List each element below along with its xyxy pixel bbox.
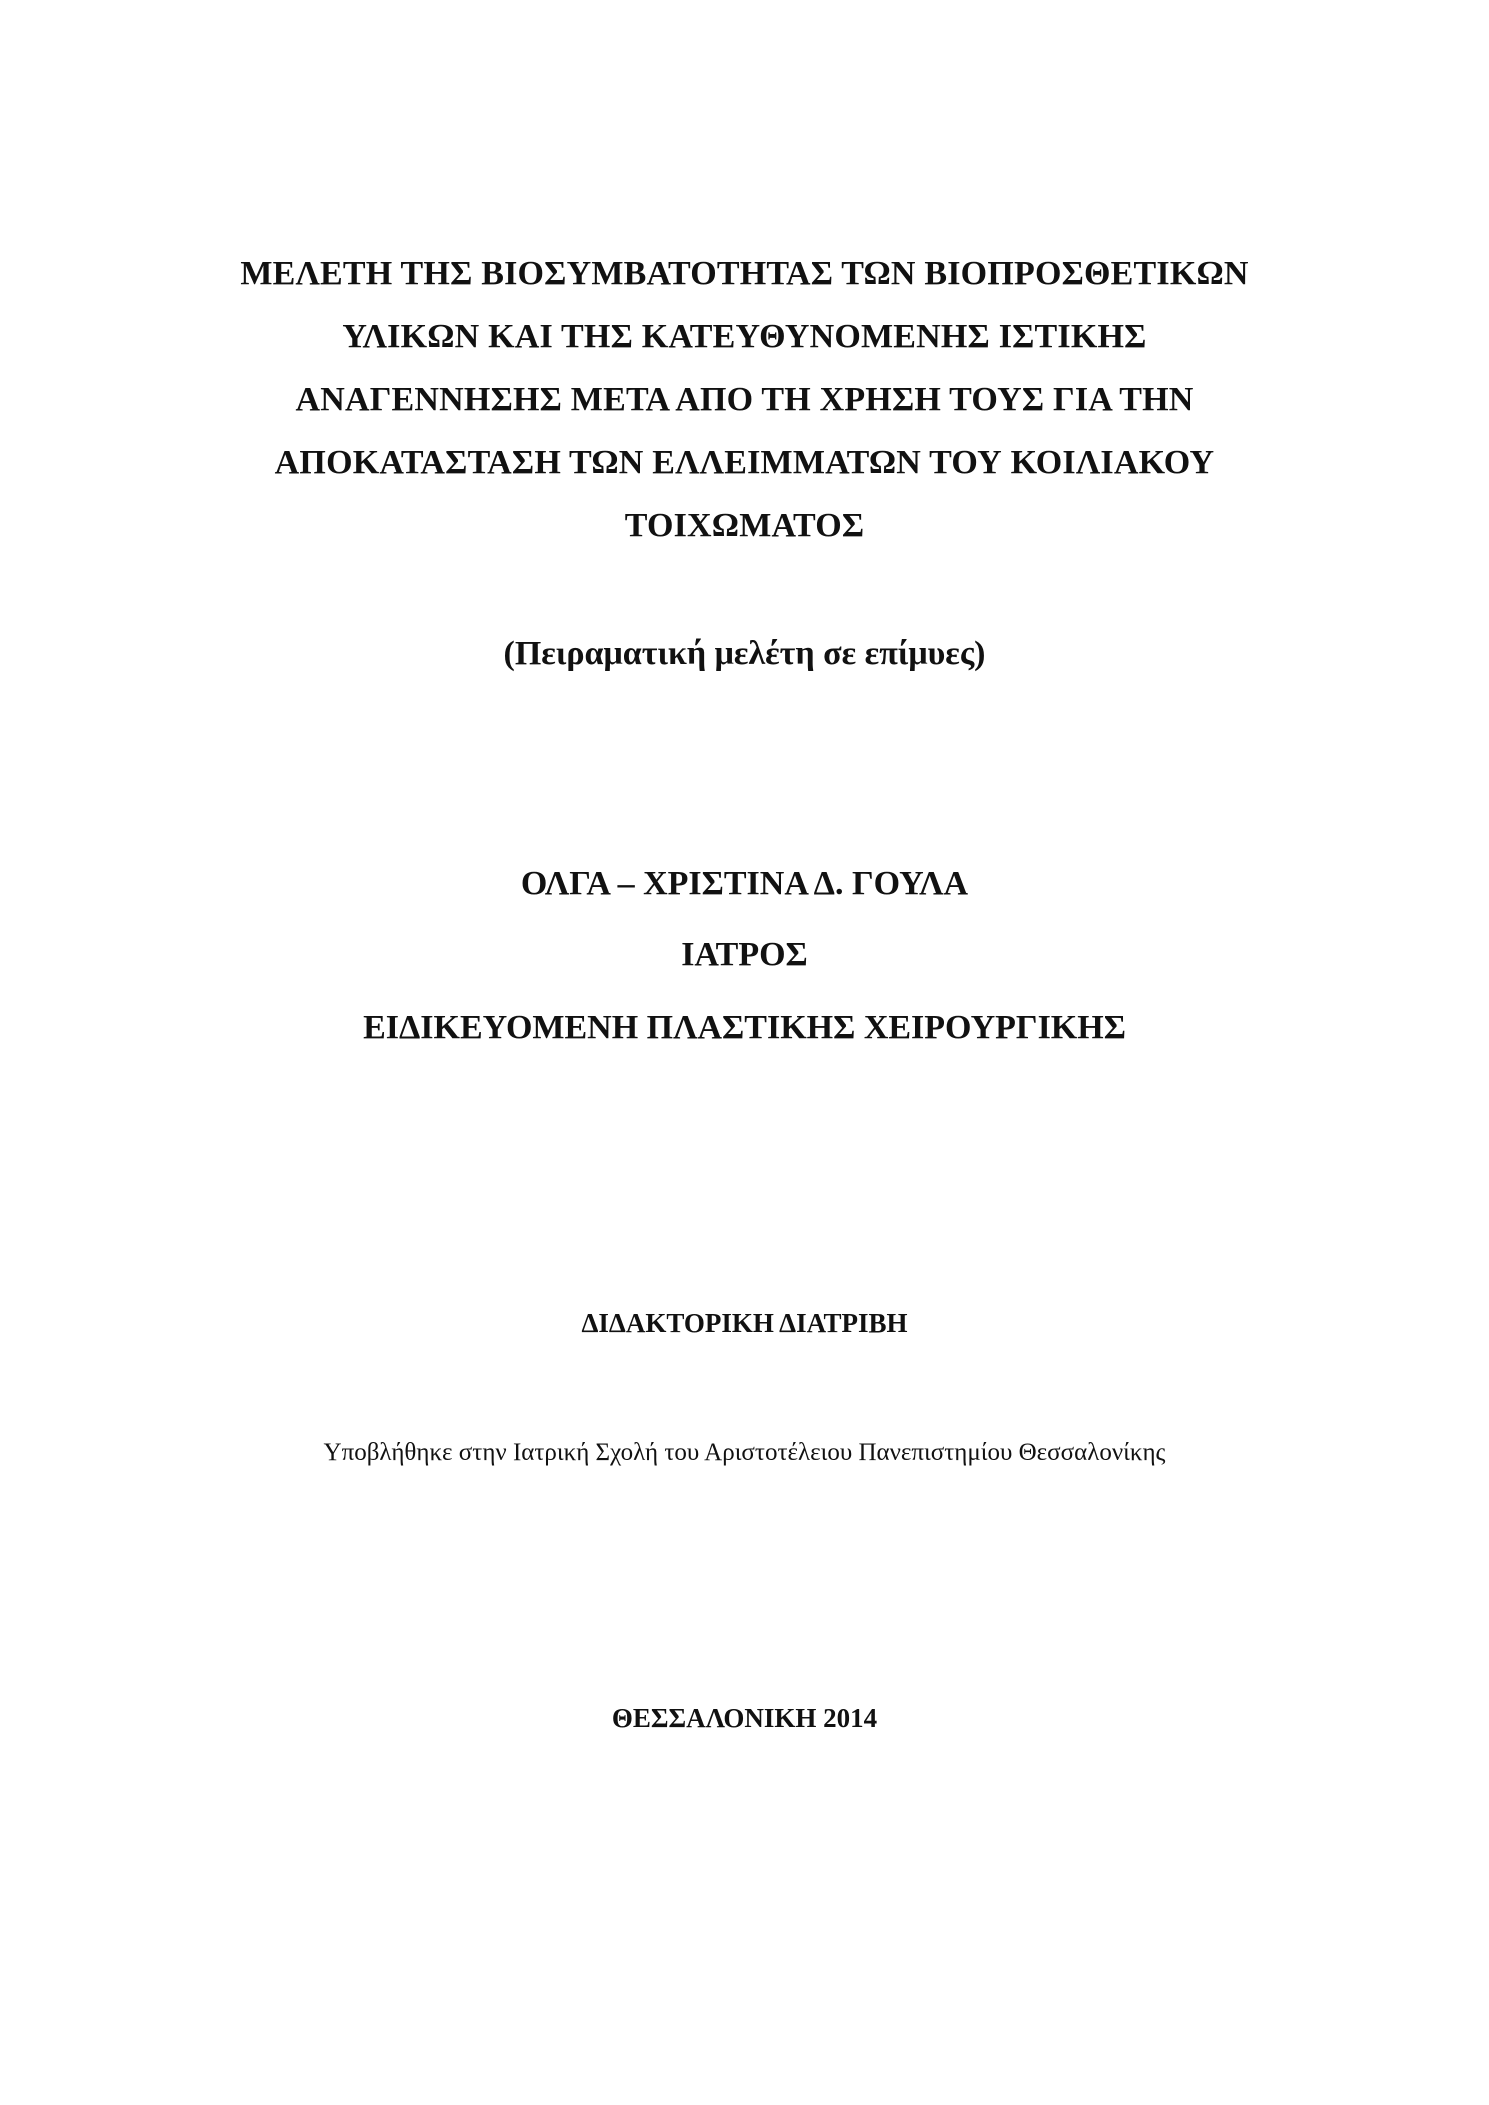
submission-statement: Υποβλήθηκε στην Ιατρική Σχολή του Αριστοτέλειου Πανεπιστημίου Θεσσαλονίκης: [323, 1439, 1166, 1466]
thesis-title: [0, 242, 1489, 557]
thesis-title-line: ΑΝΑΓΕΝΝΗΣΗΣ ΜΕΤΑ ΑΠΟ ΤΗ ΧΡΗΣΗ ΤΟΥΣ ΓΙΑ ΤΗΝ: [295, 381, 1194, 418]
thesis-title-line: ΜΕΛΕΤΗ ΤΗΣ ΒΙΟΣΥΜΒΑΤΟΤΗΤΑΣ ΤΩΝ ΒΙΟΠΡΟΣΘΕΤΙΚΩΝ: [240, 255, 1249, 292]
document-type: ΔΙΔΑΚΤΟΡΙΚΗ ΔΙΑΤΡΙΒΗ: [581, 1308, 908, 1338]
author-role: ΙΑΤΡΟΣ: [681, 936, 808, 973]
thesis-title-line: ΤΟΙΧΩΜΑΤΟΣ: [624, 507, 865, 544]
author-specialty: ΕΙΔΙΚΕΥΟΜΕΝΗ ΠΛΑΣΤΙΚΗΣ ΧΕΙΡΟΥΡΓΙΚΗΣ: [363, 1009, 1126, 1046]
place-and-year: ΘΕΣΣΑΛΟΝΙΚΗ 2014: [611, 1703, 878, 1733]
thesis-title-line: ΑΠΟΚΑΤΑΣΤΑΣΗ ΤΩΝ ΕΛΛΕΙΜΜΑΤΩΝ ΤΟΥ ΚΟΙΛΙΑΚΟΥ: [274, 444, 1215, 481]
thesis-subtitle: (Πειραματική μελέτη σε επίμυες): [503, 635, 986, 672]
author-name: ΟΛΓΑ – ΧΡΙΣΤΙΝΑ Δ. ΓΟΥΛΑ: [520, 865, 969, 902]
thesis-title-line: ΥΛΙΚΩΝ ΚΑΙ ΤΗΣ ΚΑΤΕΥΘΥΝΟΜΕΝΗΣ ΙΣΤΙΚΗΣ: [342, 318, 1147, 355]
